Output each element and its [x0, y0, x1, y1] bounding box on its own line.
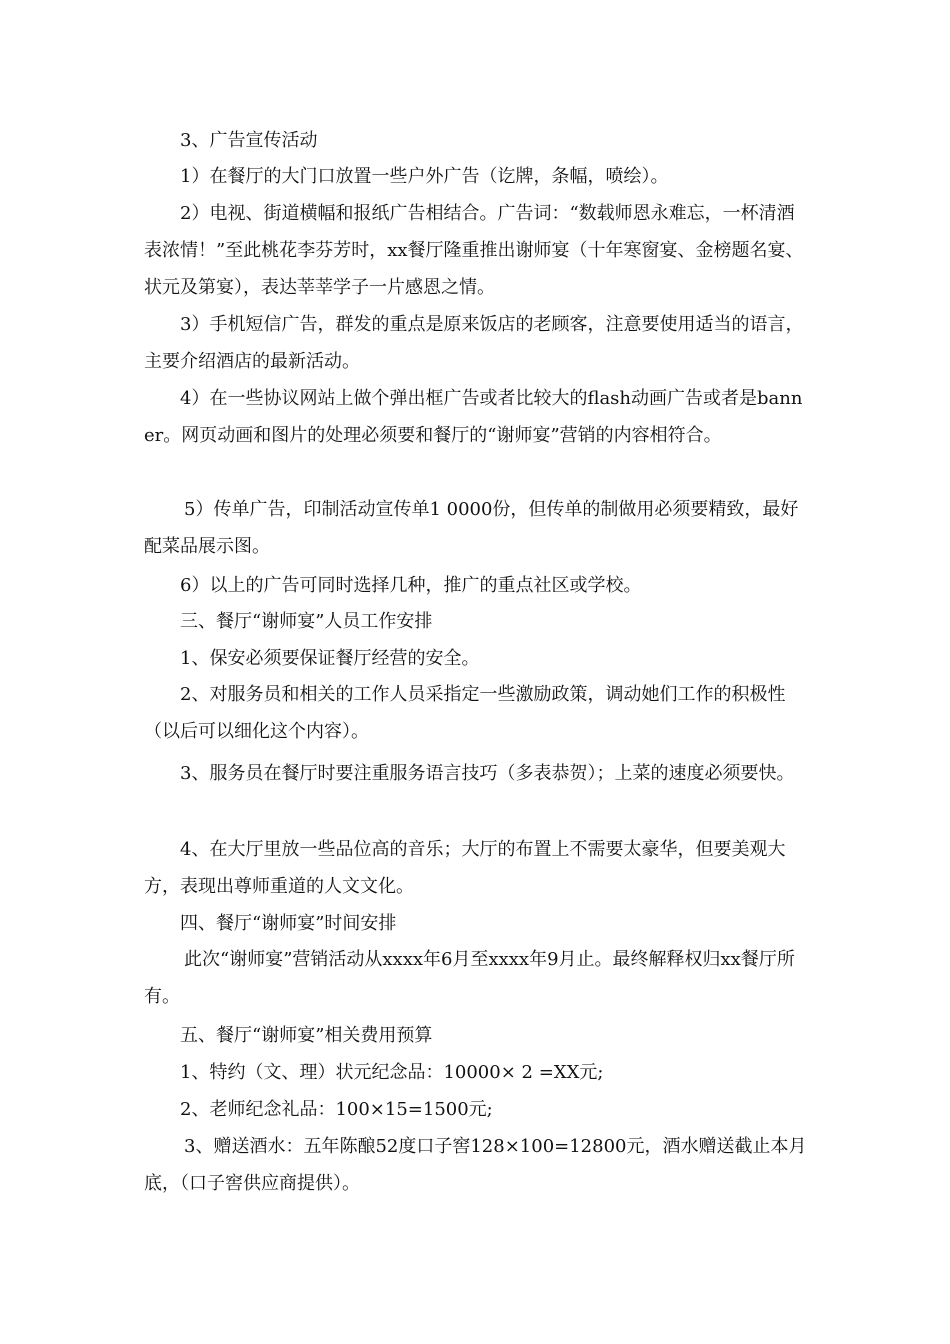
paragraph-ad-selection: 6）以上的广告可同时选择几种，推广的重点社区或学校。 — [180, 575, 642, 596]
paragraph-tv-street-newspaper-ads: 2）电视、街道横幅和报纸广告相结合。广告词：“数载师恩永难忘，一杯清酒表浓情！”至此桃花李芬芳时，xx餐厅隆重推出谢师宴（十年寒窗宴、金榜题名宴、状元及第宴），表达莘莘学子一片感恩之情。 — [144, 203, 804, 298]
heading-budget: 五、餐厅“谢师宴”相关费用预算 — [180, 1025, 433, 1046]
heading-staff-arrangement: 三、餐厅“谢师宴”人员工作安排 — [180, 611, 433, 632]
paragraph-web-banner-ads: 4）在一些协议网站上做个弹出框广告或者比较大的flash动画广告或者是banner。网页动画和图片的处理必须要和餐厅的“谢师宴”营销的内容相符合。 — [144, 388, 803, 446]
paragraph-budget-free-wine: 3、赠送酒水：五年陈酿52度口子窖128×100=12800元，酒水赠送截止本月底，（口子窖供应商提供）。 — [144, 1136, 807, 1194]
paragraph-outdoor-ads: 1）在餐厅的大门口放置一些户外广告（讫牌，条幅，喷绘）。 — [180, 166, 669, 187]
heading-ad-campaign: 3、广告宣传活动 — [180, 130, 318, 151]
paragraph-service-skills: 3、服务员在餐厅时要注重服务语言技巧（多表恭贺）；上菜的速度必须要快。 — [180, 763, 795, 784]
paragraph-security: 1、保安必须要保证餐厅经营的安全。 — [180, 648, 480, 669]
heading-time-arrangement: 四、餐厅“谢师宴”时间安排 — [180, 913, 397, 934]
paragraph-sms-ads: 3）手机短信广告，群发的重点是原来饭店的老顾客，注意要使用适当的语言，主要介绍酒店的最新活动。 — [144, 314, 804, 372]
paragraph-campaign-period: 此次“谢师宴”营销活动从xxxx年6月至xxxx年9月止。最终解释权归xx餐厅所有。 — [144, 949, 795, 1007]
paragraph-flyer-ads: 5）传单广告，印制活动宣传单1 0000份，但传单的制做用必须要精致，最好配菜品展示图。 — [144, 499, 799, 557]
paragraph-budget-teacher-gift: 2、老师纪念礼品：100×15=1500元; — [180, 1099, 493, 1120]
paragraph-budget-souvenir: 1、特约（文、理）状元纪念品：10000× 2 =XX元; — [180, 1062, 604, 1083]
paragraph-hall-music: 4、在大厅里放一些品位高的音乐；大厅的布置上不需要太豪华，但要美观大方，表现出尊师重道的人文文化。 — [144, 839, 786, 897]
paragraph-incentive-policy: 2、对服务员和相关的工作人员采指定一些激励政策，调动她们工作的积极性（以后可以细化这个内容）。 — [144, 684, 786, 742]
